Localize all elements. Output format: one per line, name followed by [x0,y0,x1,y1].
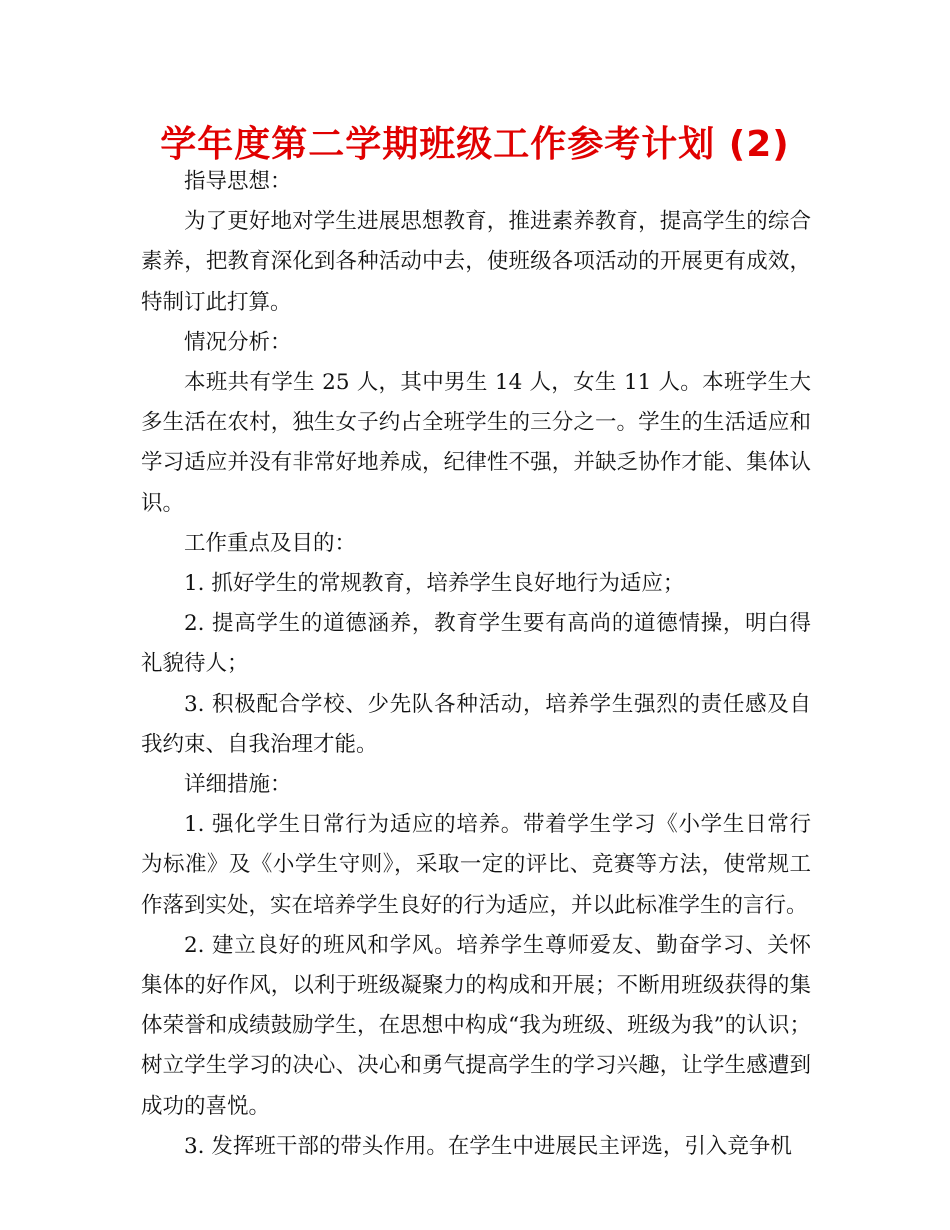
list-item-work-focus-2: 2. 提高学生的道德涵养，教育学生要有高尚的道德情操，明白得礼貌待人； [141,611,811,677]
heading-work-focus: 工作重点及目的： [184,530,357,556]
paragraph-guiding-ideology: 为了更好地对学生进展思想教育，推进素养教育，提高学生的综合素养，把教育深化到各种活动中去，使班级各项活动的开展更有成效，特制订此打算。 [141,209,811,315]
document-body [141,162,811,1167]
heading-detailed-measures: 详细措施： [184,772,292,798]
heading-situation-analysis: 情况分析： [184,329,292,355]
document-title: 学年度第二学期班级工作参考计划 (2) [160,124,790,165]
list-item-work-focus-1: 1. 抓好学生的常规教育，培养学生良好地行为适应； [184,571,685,597]
list-item-measure-3: 3. 发挥班干部的带头作用。在学生中进展民主评选，引入竞争机 [184,1133,792,1159]
list-item-measure-2: 2. 建立良好的班风和学风。培养学生尊师爱友、勤奋学习、关怀集体的好作风，以利于班级凝聚力的构成和开展；不断用班级获得的集体荣誉和成绩鼓励学生，在思想中构成“我为班级、班级为我”的认识；树立学生学习的决心、决心和勇气提高学生的学习兴趣，让学生感遭到成功的喜悦。 [141,932,811,1119]
heading-guiding-ideology: 指导思想： [184,169,292,194]
list-item-measure-1: 1. 强化学生日常行为适应的培养。带着学生学习《小学生日常行为标准》及《小学生守则》，采取一定的评比、竞赛等方法，使常规工作落到实处，实在培养学生良好的行为适应，并以此标准学生的言行。 [141,812,811,918]
paragraph-situation-analysis: 本班共有学生 25 人，其中男生 14 人，女生 11 人。本班学生大多生活在农村，独生女子约占全班学生的三分之一。学生的生活适应和学习适应并没有非常好地养成，纪律性不强，并缺乏协作才能、集体认识。 [141,370,811,516]
list-item-work-focus-3: 3. 积极配合学校、少先队各种活动，培养学生强烈的责任感及自我约束、自我治理才能。 [141,691,811,757]
